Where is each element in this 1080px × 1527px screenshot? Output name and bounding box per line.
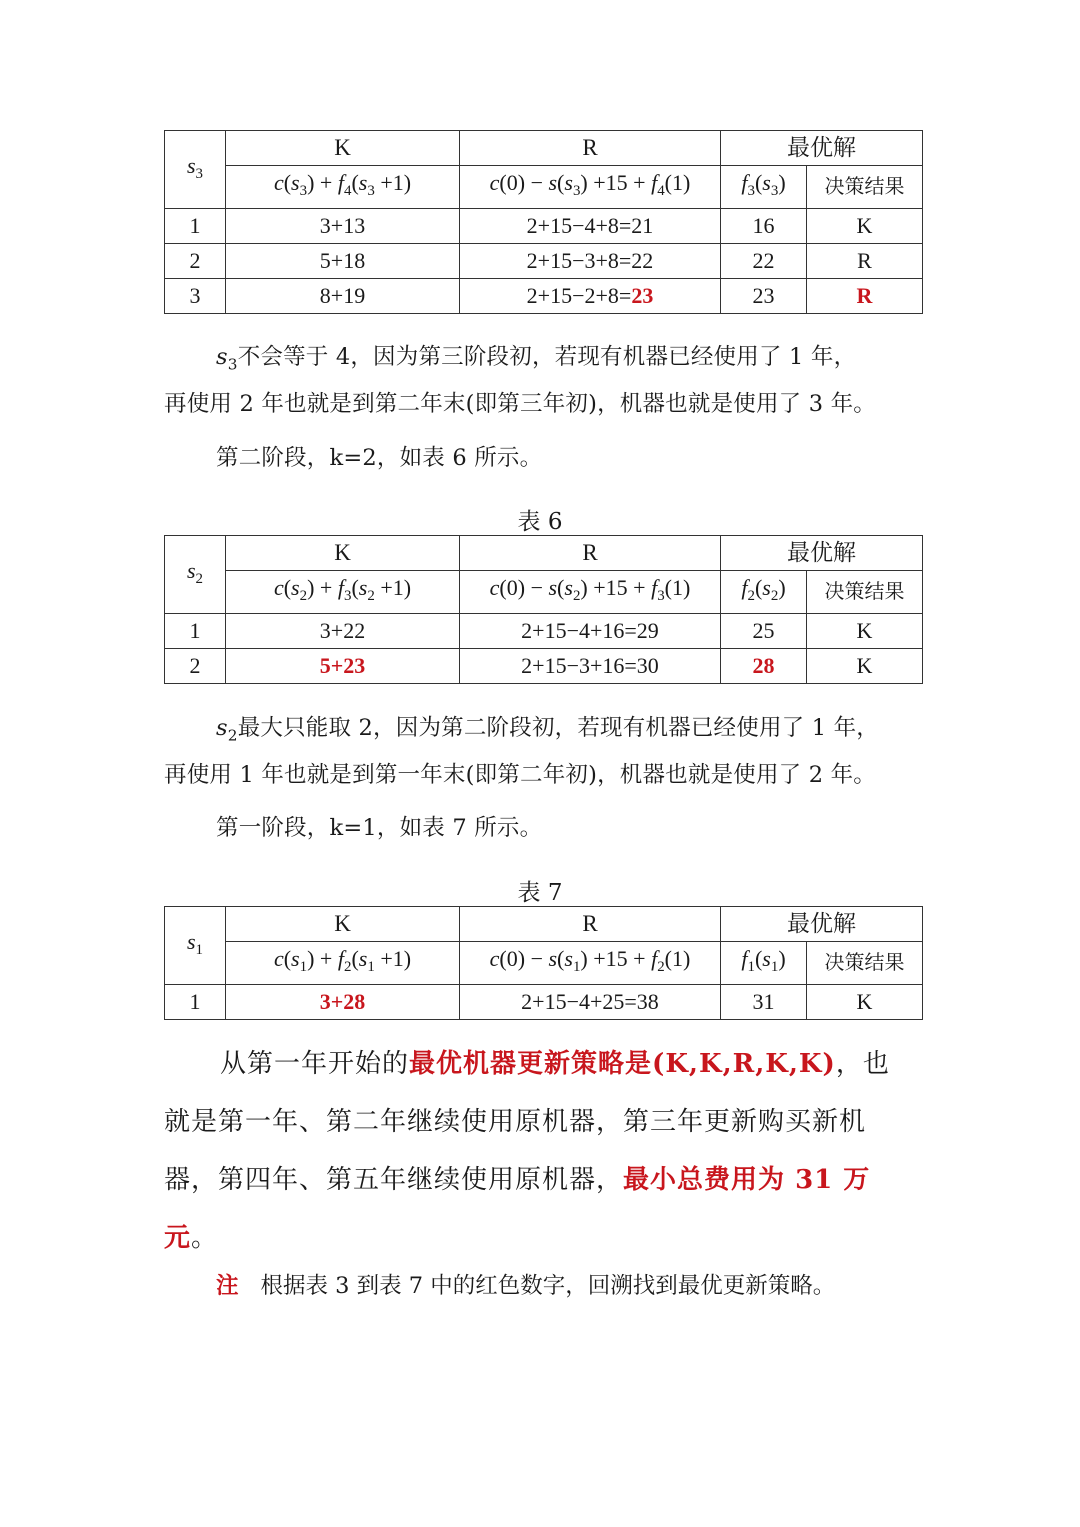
table-7-caption: 表 7 <box>517 880 563 906</box>
formula-k: $c(s_1) + f_2(s_1 +1)$ <box>226 942 460 985</box>
decision-header: 决策结果 <box>807 942 923 985</box>
cell-f: 28 <box>721 649 807 684</box>
cell-s: 1 <box>165 209 226 244</box>
paragraph-s2: $s_2$最大只能取 2，因为第二阶段初，若现有机器已经使用了 1 年， 再使用 1 年也就是到第一年末(即第二年初)，机器也就是使用了 2 年。 <box>164 715 879 789</box>
formula-r: $c(0) - s(s_3) +15 + f_4(1)$ <box>460 166 721 209</box>
cell-decision: K <box>807 649 923 684</box>
table-row <box>165 244 923 279</box>
paragraph-stage-2: 第二阶段，k=2，如表 6 所示。 <box>216 445 543 471</box>
state-header: $s_2$ <box>165 536 226 614</box>
note-paragraph <box>216 1266 936 1306</box>
paragraph-s3: $s_3$不会等于 4，因为第三阶段初，若现有机器已经使用了 1 年， 再使用 2 年也就是到第二年末(即第三年初)，机器也就是使用了 3 年。 <box>164 344 876 418</box>
cell-k: 8+19 <box>226 279 460 314</box>
table-row <box>165 614 923 649</box>
cell-decision: K <box>807 614 923 649</box>
formula-f: $f_2(s_2)$ <box>721 571 807 614</box>
col-header-r: R <box>460 907 721 942</box>
cell-r: 2+15−4+16=29 <box>460 614 721 649</box>
cell-r: 2+15−3+8=22 <box>460 244 721 279</box>
decision-header: 决策结果 <box>807 571 923 614</box>
cell-r: 2+15−2+8=23 <box>460 279 721 314</box>
cell-s: 3 <box>165 279 226 314</box>
table-stage-2 <box>164 535 923 684</box>
cell-decision: R <box>807 279 923 314</box>
state-header: $s_3$ <box>165 131 226 209</box>
cell-r: 2+15−4+25=38 <box>460 985 721 1020</box>
table-stage-1 <box>164 906 923 1020</box>
col-header-k: K <box>226 131 460 166</box>
cell-k: 3+22 <box>226 614 460 649</box>
cell-k: 3+13 <box>226 209 460 244</box>
cell-f: 25 <box>721 614 807 649</box>
cell-decision: R <box>807 244 923 279</box>
paragraph-stage-1: 第一阶段，k=1，如表 7 所示。 <box>216 815 543 841</box>
cell-decision: K <box>807 985 923 1020</box>
table-6-caption: 表 6 <box>517 509 563 535</box>
formula-r: $c(0) - s(s_2) +15 + f_3(1)$ <box>460 571 721 614</box>
col-header-optimal: 最优解 <box>721 907 923 942</box>
col-header-optimal: 最优解 <box>721 131 923 166</box>
note-label: 注 <box>216 1273 239 1299</box>
table-stage-3 <box>164 130 923 314</box>
conclusion-paragraph: 从第一年开始的最优机器更新策略是(K,K,R,K,K)，也 就是第一年、第二年继续使用原机器，第三年更新购买新机 器，第四年、第五年继续使用原机器，最小总费用为 31 万 元。 <box>164 1049 890 1253</box>
cell-decision: K <box>807 209 923 244</box>
cell-k: 5+23 <box>226 649 460 684</box>
cell-s: 1 <box>165 614 226 649</box>
cell-r: 2+15−3+16=30 <box>460 649 721 684</box>
formula-k: $c(s_2) + f_3(s_2 +1)$ <box>226 571 460 614</box>
cell-f: 22 <box>721 244 807 279</box>
formula-r: $c(0) - s(s_1) +15 + f_2(1)$ <box>460 942 721 985</box>
cell-f: 23 <box>721 279 807 314</box>
note-text: 根据表 3 到表 7 中的红色数字，回溯找到最优更新策略。 <box>260 1273 836 1299</box>
col-header-r: R <box>460 131 721 166</box>
cell-k: 3+28 <box>226 985 460 1020</box>
formula-f: $f_1(s_1)$ <box>721 942 807 985</box>
table-row <box>165 209 923 244</box>
col-header-r: R <box>460 536 721 571</box>
cell-k: 5+18 <box>226 244 460 279</box>
col-header-k: K <box>226 907 460 942</box>
cell-s: 1 <box>165 985 226 1020</box>
decision-header: 决策结果 <box>807 166 923 209</box>
cell-s: 2 <box>165 244 226 279</box>
table-row <box>165 279 923 314</box>
cell-f: 16 <box>721 209 807 244</box>
table-row <box>165 985 923 1020</box>
cell-s: 2 <box>165 649 226 684</box>
col-header-optimal: 最优解 <box>721 536 923 571</box>
formula-k: $c(s_3) + f_4(s_3 +1)$ <box>226 166 460 209</box>
table-row <box>165 649 923 684</box>
cell-r: 2+15−4+8=21 <box>460 209 721 244</box>
col-header-k: K <box>226 536 460 571</box>
cell-f: 31 <box>721 985 807 1020</box>
state-header: $s_1$ <box>165 907 226 985</box>
formula-f: $f_3(s_3)$ <box>721 166 807 209</box>
